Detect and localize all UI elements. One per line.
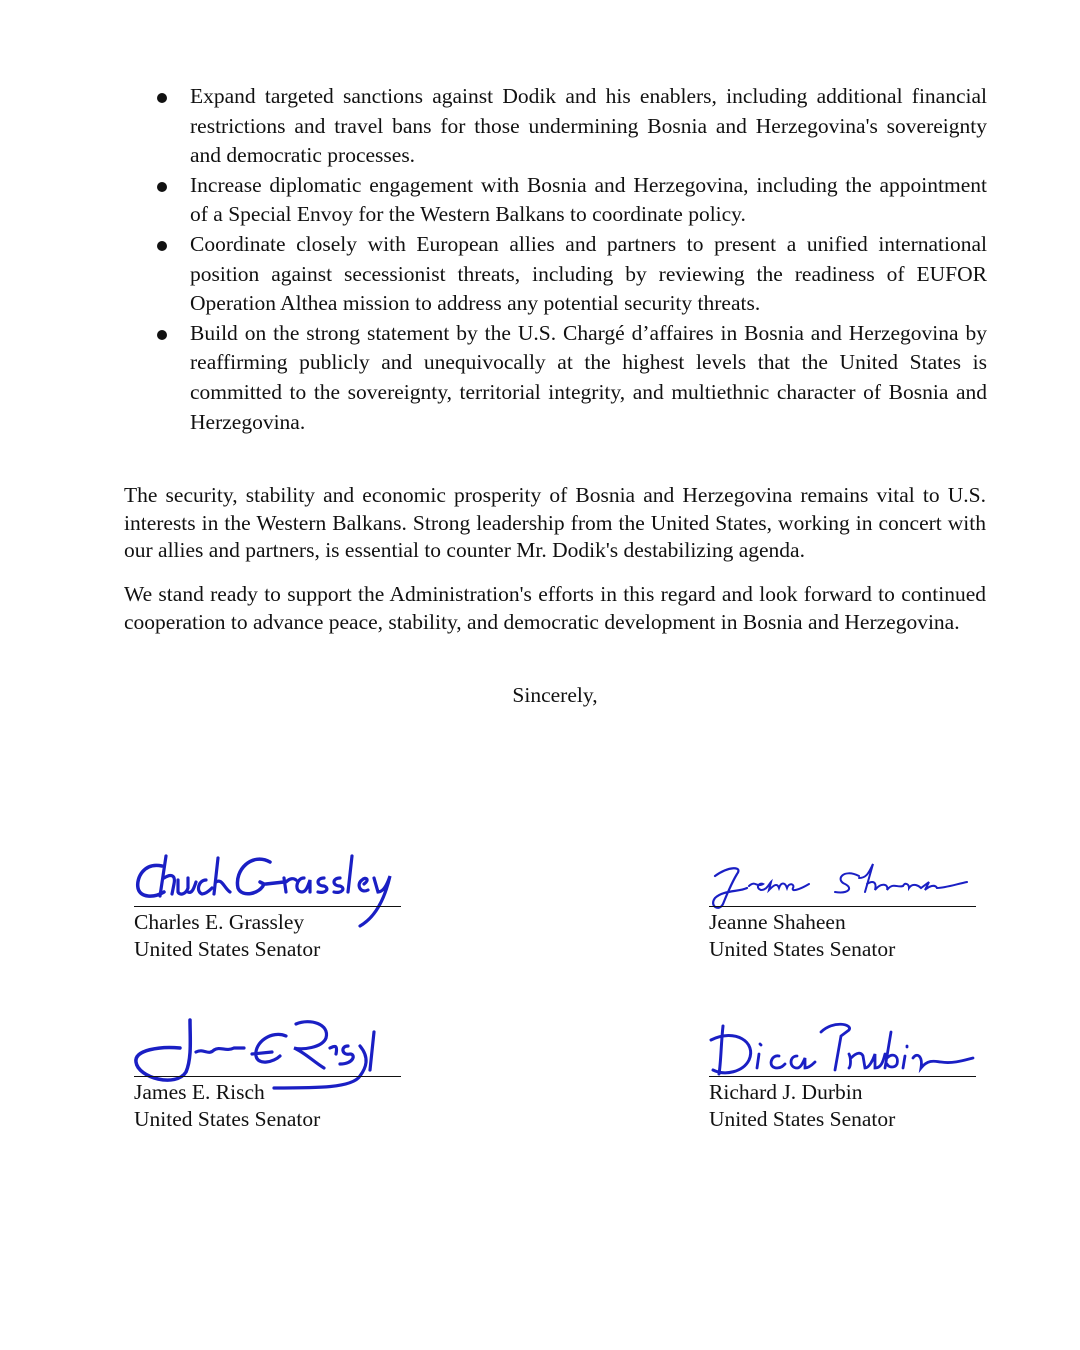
body-paragraph-security: The security, stability and economic prosperity of Bosnia and Herzegovina remains vital to U.S. interests in the Western Balkans. Strong leadership from the United States, working in concert with our allies and partners, is essential to counter Mr. Dodik's destabilizing agenda. [124,483,986,563]
signatory-title: United States Senator [709,1107,896,1131]
list-item [157,171,987,230]
list-item-text: Expand targeted sanctions against Dodik and his enablers, including additional financial restrictions and travel bans for those undermining Bosnia and Herzegovina's sovereignty and democratic processes. [190,84,987,168]
bullet-icon [157,93,167,103]
body-paragraph-support: We stand ready to support the Administration's efforts in this regard and look forward to continued cooperation to advance peace, stability, and democratic development in Bosnia and Herzegovina. [124,582,986,634]
list-item [157,319,987,437]
list-item-text: Coordinate closely with European allies and partners to present a unified international position against secessionist threats, including by reviewing the readiness of EUFOR Operation Althea mission to address any potential security threats. [190,231,987,316]
list-item-text: Increase diplomatic engagement with Bosnia and Herzegovina, including the appointment of a Special Envoy for the Western Balkans to coordinate policy. [190,172,987,227]
list-item-text: Build on the strong statement by the U.S. Chargé d’affaires in Bosnia and Herzegovina by reaffirming publicly and unequivocally at the highest levels that the United States is committed to the sovereignty, territorial integrity, and multiethnic character of Bosnia and Herzegovina. [190,320,987,434]
signatory-title: United States Senator [134,1107,321,1131]
bullet-icon [157,241,167,251]
signature-line [134,906,401,907]
signatory-title: United States Senator [709,937,896,961]
signatory-name: James E. Risch [134,1080,265,1104]
closing-salutation: Sincerely, [512,683,598,707]
bullet-icon [157,330,167,340]
signatory-name: Richard J. Durbin [709,1080,863,1104]
signatory-name: Charles E. Grassley [134,910,305,934]
signature-line [709,1076,976,1077]
signatory-name: Jeanne Shaheen [709,910,846,934]
bullet-icon [157,182,167,192]
signature-line [709,906,976,907]
list-item [157,82,987,171]
signatory-title: United States Senator [134,937,321,961]
list-item [157,230,987,319]
policy-recommendations-list [157,82,987,437]
signature-line [134,1076,401,1077]
